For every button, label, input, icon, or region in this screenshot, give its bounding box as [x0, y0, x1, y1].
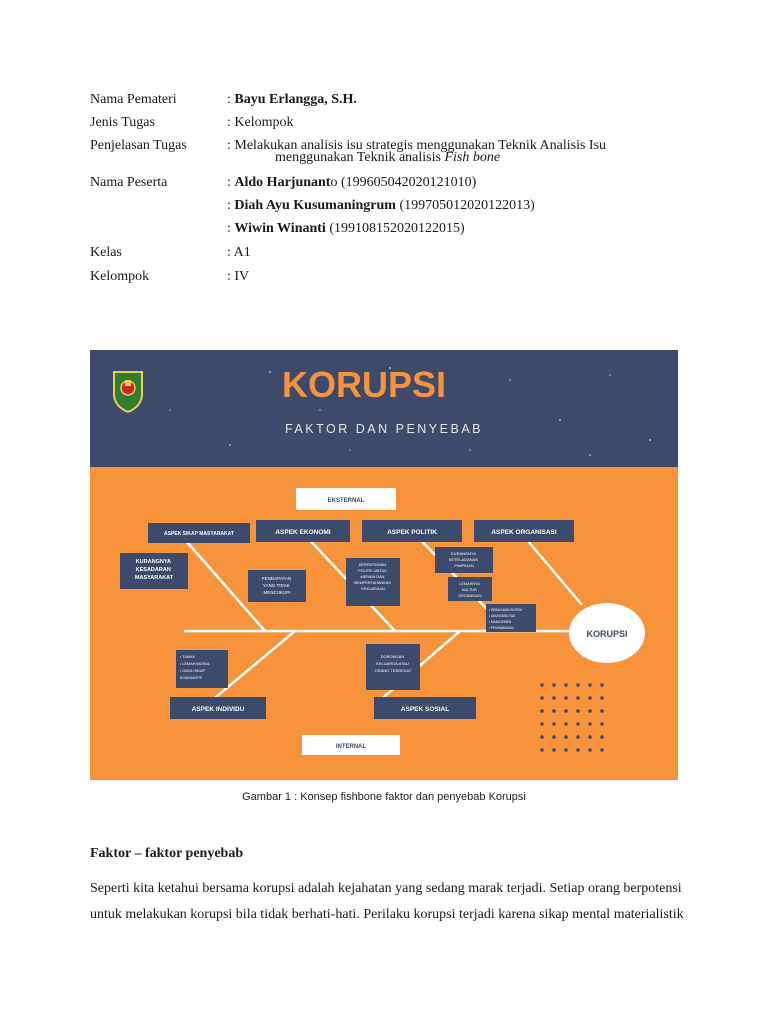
info-value: : Melakukan analisis isu strategis menggunakan Teknik Analisis Isu menggunakan Teknik analisis Fish bone [227, 138, 607, 165]
internal-label: INTERNAL [335, 744, 367, 750]
cause-text: DORONGAN KELUARGA ATAU ORANG TERDEKAT [374, 654, 412, 673]
category-label: ASPEK EKONOMI [275, 529, 331, 536]
figure-caption: Gambar 1 : Konsep fishbone faktor dan penyebab Korupsi [242, 791, 526, 803]
eksternal-label: EKSTERNAL [327, 498, 365, 504]
info-value: : IV [227, 269, 250, 284]
fish-head-label: KORUPSI [586, 629, 628, 639]
info-label: Nama Pemateri [90, 92, 177, 107]
info-value: : Aldo Harjunanto (199605042020121010) [227, 175, 477, 190]
cause-text: • SEBAGAIAN SISTEM • AKUNTABILITAS • MANAJEMEN • PENGAWASAN [489, 608, 523, 630]
info-label: Penjelasan Tugas [90, 138, 187, 153]
info-label: Kelas [90, 245, 122, 260]
emblem-logo [114, 372, 142, 412]
cause-text: KEPENTINGAN POLITIK UNTUK MERAIH DAN MEMPERTAHANKAN KEKUASAAN [353, 563, 391, 591]
paragraph-line: Seperti kita ketahui bersama korupsi adalah kejahatan yang sedang marak terjadi. Setiap orang berpotensi [90, 881, 682, 896]
info-row-penjelasan [90, 138, 690, 165]
category-label: ASPEK POLITIK [387, 529, 437, 536]
cause-text: PENDAPATAN YANG TIDAK MENCUKUPI [261, 576, 292, 595]
category-label: ASPEK INDIVIDU [191, 706, 245, 713]
info-value: : Bayu Erlangga, S.H. [227, 92, 357, 107]
category-label: ASPEK SIKAP MASYARAKAT [164, 531, 234, 537]
info-label: Kelompok [90, 269, 150, 284]
cause-text: • TAMAK • LEMAH MORAL • GAYA HIDUP KONSUMTIF [180, 655, 210, 680]
fishbone-figure [90, 350, 678, 780]
body-paragraph [90, 876, 684, 928]
info-row-peserta-3 [90, 221, 690, 241]
figure-subtitle: FAKTOR DAN PENYEBAB [284, 422, 484, 436]
info-row-kelas [90, 245, 690, 265]
info-row-pemateri [90, 92, 690, 112]
info-value: : Kelompok [227, 115, 294, 130]
info-label: Nama Peserta [90, 175, 168, 190]
info-value: : A1 [227, 245, 251, 260]
info-row-peserta-2 [90, 198, 690, 218]
info-value: : Wiwin Winanti (199108152020122015) [227, 221, 465, 236]
info-value: : Diah Ayu Kusumaningrum (199705012020122013) [227, 198, 535, 213]
figure-title: KORUPSI [281, 364, 447, 405]
cause-box [366, 644, 420, 690]
cause-text: KURANGNYA KETELADANAN PIMPINAN [448, 551, 479, 568]
category-label: ASPEK ORGANISASI [491, 529, 557, 536]
info-row-jenis [90, 115, 690, 135]
category-label: ASPEK SOSIAL [400, 706, 450, 713]
paragraph-line: untuk melakukan korupsi bila tidak berhati-hati. Perilaku korupsi terjadi karena sikap mental materialistik [90, 907, 684, 922]
info-row-peserta-1 [90, 175, 690, 195]
section-heading: Faktor – faktor penyebab [90, 846, 244, 861]
info-row-kelompok [90, 269, 690, 289]
cause-text: LEMAHNYA KULTUR ORGANISASI [458, 582, 482, 598]
info-label: Jenis Tugas [90, 115, 155, 130]
cause-text: KURANGNYA KESADARAN MASYARAKAT [134, 559, 174, 581]
